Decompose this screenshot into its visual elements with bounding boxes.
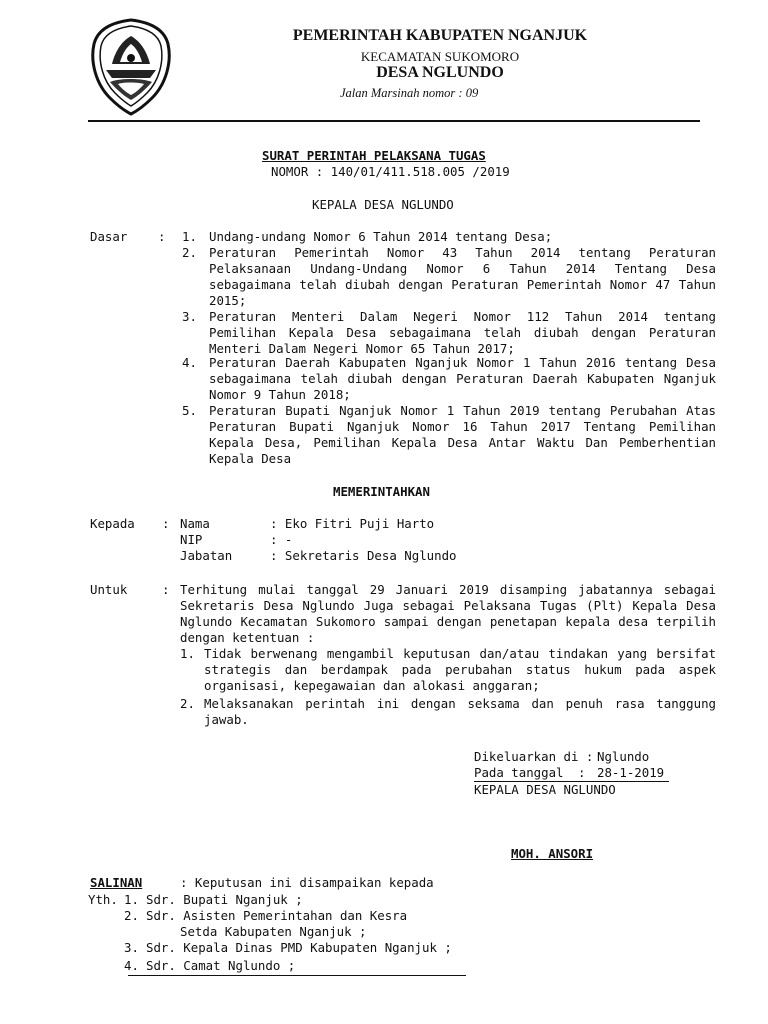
address: Jalan Marsinah nomor : 09 bbox=[340, 86, 479, 100]
dasar-item-line: Menteri Dalam Negeri Nomor 65 Tahun 2017; bbox=[209, 341, 515, 356]
dasar-item-line: Kepala Desa bbox=[209, 451, 292, 466]
government-name: PEMERINTAH KABUPATEN NGANJUK bbox=[292, 27, 588, 44]
dasar-item-line: Peraturan Bupati Nganjuk Nomor 1 Tahun 2019 tentang Perubahan Atas bbox=[209, 403, 716, 418]
dasar-item-number: 4. bbox=[182, 355, 197, 370]
dasar-item-line: Nomor 9 Tahun 2018; bbox=[209, 387, 351, 402]
dasar-item-line: sebagaimana telah diubah dengan Peraturan Daerah Kabupaten Nganjuk bbox=[209, 371, 716, 386]
untuk-intro-line: Sekretaris Desa Nglundo Juga sebagai Pelaksana Tugas (Plt) Kepala Desa bbox=[180, 598, 716, 613]
issued-date-label: Pada tanggal bbox=[474, 765, 564, 780]
dasar-item-number: 1. bbox=[182, 229, 197, 244]
dasar-item-line: Kepala Desa, Pemilihan Kepala Desa Antar Waktu Dan Pemberhentian bbox=[209, 435, 716, 450]
recipient-field-value: : - bbox=[270, 532, 293, 547]
signatory-position: KEPALA DESA NGLUNDO bbox=[474, 782, 616, 797]
dasar-colon: : bbox=[158, 229, 166, 244]
dasar-item-line: Peraturan Daerah Kabupaten Nganjuk Nomor 1 Tahun 2016 tentang Desa bbox=[209, 355, 716, 370]
untuk-item-line: jawab. bbox=[204, 712, 249, 727]
untuk-item-line: organisasi, kepegawaian dan alokasi anggaran; bbox=[204, 678, 540, 693]
dasar-item-number: 5. bbox=[182, 403, 197, 418]
dasar-item-line: sebagaimana telah diubah dengan Peraturan Pemerintah Nomor 47 Tahun bbox=[209, 277, 716, 292]
untuk-intro-line: dengan ketentuan : bbox=[180, 630, 315, 645]
salinan-text: : Keputusan ini disampaikan kepada bbox=[180, 875, 434, 890]
salinan-item-line: Setda Kabupaten Nganjuk ; bbox=[180, 924, 367, 939]
salinan-item-number: 2. bbox=[124, 908, 139, 923]
untuk-intro-line: Terhitung mulai tanggal 29 Januari 2019 disamping jabatannya sebagai bbox=[180, 582, 716, 597]
kepada-label: Kepada bbox=[90, 516, 135, 531]
issued-date-colon: : bbox=[578, 765, 586, 780]
recipient-field-label: Nama bbox=[180, 516, 210, 531]
dasar-item-line: Pelaksanaan Undang-Undang Nomor 6 Tahun 2014 Tentang Desa bbox=[209, 261, 716, 276]
recipient-field-label: Jabatan bbox=[180, 548, 233, 563]
dasar-item-line: Peraturan Menteri Dalam Negeri Nomor 112 Tahun 2014 tentang bbox=[209, 309, 716, 324]
untuk-item-number: 2. bbox=[180, 696, 195, 711]
subdistrict-name: KECAMATAN SUKOMORO bbox=[360, 49, 520, 64]
untuk-item-line: Melaksanakan perintah ini dengan seksama dan penuh rasa tanggung bbox=[204, 696, 716, 711]
letterhead-divider bbox=[88, 120, 700, 122]
untuk-intro-line: Nglundo Kecamatan Sukomoro sampai dengan penetapan kepala desa terpilih bbox=[180, 614, 716, 629]
issued-place-label: Dikeluarkan di : bbox=[474, 749, 594, 764]
salinan-label: SALINAN bbox=[90, 875, 143, 890]
command-heading: MEMERINTAHKAN bbox=[333, 484, 430, 499]
dasar-item-line: Undang-undang Nomor 6 Tahun 2014 tentang Desa; bbox=[209, 229, 553, 244]
dasar-item-number: 2. bbox=[182, 245, 197, 260]
issued-date-value: 28-1-2019 bbox=[597, 765, 665, 780]
untuk-item-line: strategis dan berdampak pada perubahan status hukum pada aspek bbox=[204, 662, 716, 677]
regency-emblem-logo bbox=[90, 18, 172, 116]
salinan-item-line: Sdr. Kepala Dinas PMD Kabupaten Nganjuk ; bbox=[146, 940, 452, 955]
salinan-footer-rule bbox=[128, 975, 466, 976]
salinan-item-number: 1. bbox=[124, 892, 139, 907]
dasar-item-line: Pemilihan Kepala Desa sebagaimana telah diubah dengan Peraturan bbox=[209, 325, 716, 340]
dasar-item-line: 2015; bbox=[209, 293, 247, 308]
signatory-name: MOH. ANSORI bbox=[511, 846, 594, 861]
untuk-item-line: Tidak berwenang mengambil keputusan dan/atau tindakan yang bersifat bbox=[204, 646, 716, 661]
dasar-item-number: 3. bbox=[182, 309, 197, 324]
untuk-item-number: 1. bbox=[180, 646, 195, 661]
salinan-yth: Yth. bbox=[88, 892, 118, 907]
recipient-field-value: : Eko Fitri Puji Harto bbox=[270, 516, 435, 531]
salinan-item-line: Sdr. Camat Nglundo ; bbox=[146, 958, 296, 973]
letter-number: NOMOR : 140/01/411.518.005 /2019 bbox=[271, 164, 510, 179]
salinan-item-line: Sdr. Asisten Pemerintahan dan Kesra bbox=[146, 908, 408, 923]
dasar-item-line: Peraturan Bupati Nganjuk Nomor 16 Tahun 2017 Tentang Pemilihan bbox=[209, 419, 716, 434]
salinan-item-line: Sdr. Bupati Nganjuk ; bbox=[146, 892, 303, 907]
dasar-item-line: Peraturan Pemerintah Nomor 43 Tahun 2014 tentang Peraturan bbox=[209, 245, 716, 260]
issuer-title: KEPALA DESA NGLUNDO bbox=[312, 197, 454, 212]
dasar-label: Dasar bbox=[90, 229, 128, 244]
salinan-item-number: 3. bbox=[124, 940, 139, 955]
untuk-colon: : bbox=[162, 582, 170, 597]
letter-title: SURAT PERINTAH PELAKSANA TUGAS bbox=[262, 148, 486, 163]
village-name: DESA NGLUNDO bbox=[376, 64, 504, 81]
recipient-field-value: : Sekretaris Desa Nglundo bbox=[270, 548, 457, 563]
untuk-label: Untuk bbox=[90, 582, 128, 597]
salinan-item-number: 4. bbox=[124, 958, 139, 973]
issued-place-value: Nglundo bbox=[597, 749, 650, 764]
kepada-colon: : bbox=[162, 516, 170, 531]
recipient-field-label: NIP bbox=[180, 532, 203, 547]
